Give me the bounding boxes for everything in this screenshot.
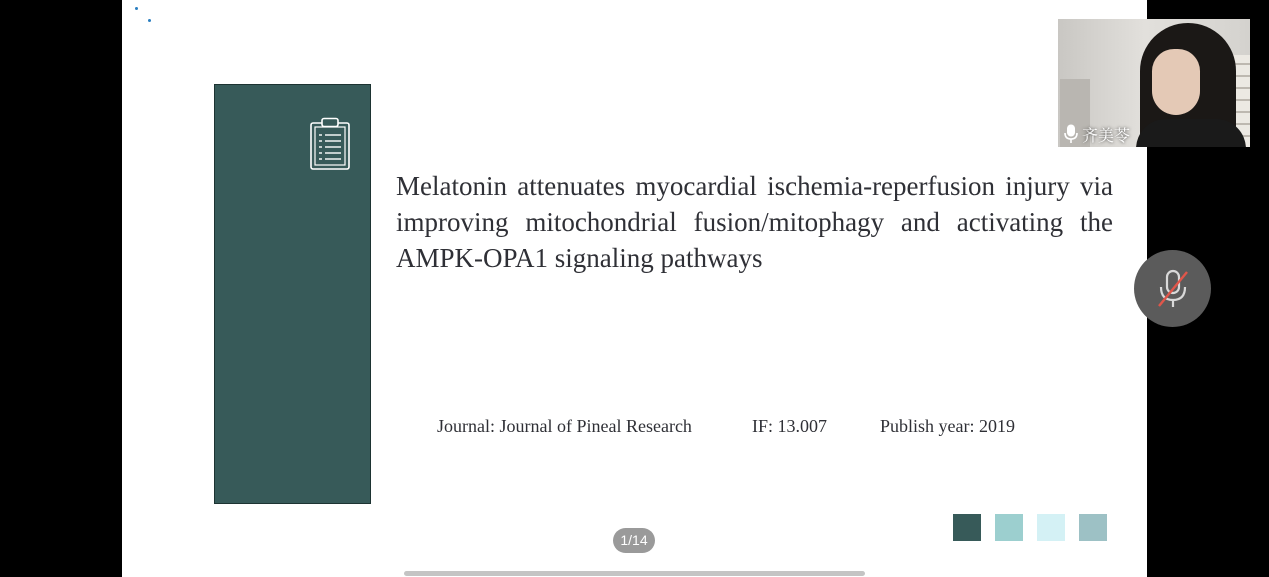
mute-toggle-button[interactable] xyxy=(1134,250,1211,327)
participant-name-bar xyxy=(1058,121,1136,147)
color-swatch-1 xyxy=(953,514,981,541)
color-swatch-2 xyxy=(995,514,1023,541)
presentation-slide xyxy=(122,0,1147,577)
color-swatch-4 xyxy=(1079,514,1107,541)
corner-dot xyxy=(148,19,151,22)
side-panel xyxy=(215,85,370,503)
publish-year-label: Publish year: 2019 xyxy=(880,416,1015,436)
clipboard-checklist-icon xyxy=(309,117,351,171)
microphone-muted-icon xyxy=(1156,269,1190,309)
participant-video-tile[interactable] xyxy=(1058,19,1250,147)
corner-dot xyxy=(135,7,138,10)
microphone-icon xyxy=(1064,124,1078,144)
slide-title: Melatonin attenuates myocardial ischemia-reperfusion injury via improving mitochondrial fusion/mitophagy and activating the AMPK-OPA1 signaling pathways xyxy=(396,171,1113,273)
participant-name: 齐美苓 xyxy=(1082,125,1131,145)
participant-face xyxy=(1152,49,1200,115)
horizontal-scrollbar[interactable] xyxy=(404,571,865,576)
impact-factor-label: IF: 13.007 xyxy=(752,416,828,436)
color-swatch-3 xyxy=(1037,514,1065,541)
journal-label: Journal: Journal of Pineal Research xyxy=(437,416,692,436)
page-indicator: 1/14 xyxy=(613,528,655,553)
participant-shirt xyxy=(1136,119,1246,147)
